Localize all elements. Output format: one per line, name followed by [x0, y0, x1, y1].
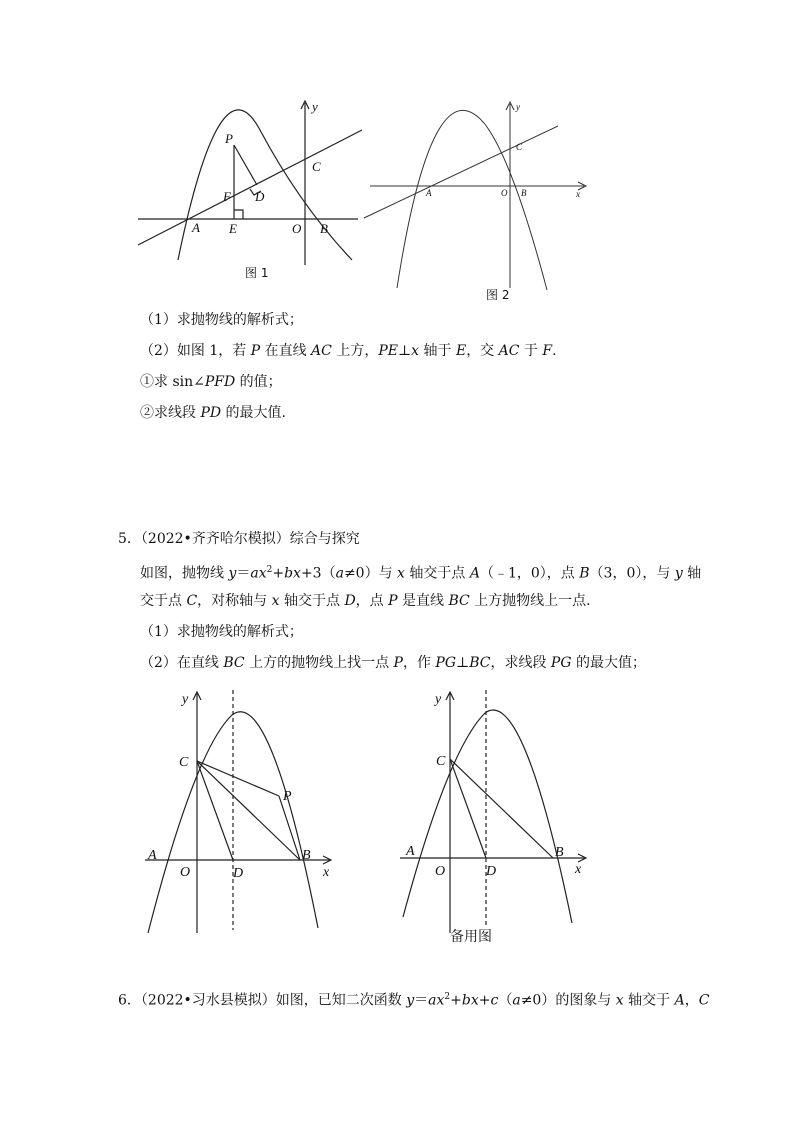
segment-cd	[197, 761, 233, 860]
label-p: P	[225, 131, 233, 146]
q4-part1: （1）求抛物线的解析式；	[140, 312, 303, 328]
label-e: E	[229, 221, 237, 236]
label-y: y	[516, 102, 520, 112]
parabola	[403, 710, 572, 923]
label-d: D	[255, 189, 265, 204]
figure-1-caption: 图 1	[245, 266, 269, 280]
label-c: C	[436, 754, 446, 769]
label-x: x	[576, 189, 580, 199]
figure-3-diagram	[140, 685, 340, 935]
label-o: O	[501, 188, 508, 198]
label-y: y	[182, 692, 189, 707]
q4-part2: （2）如图 1，若 P 在直线 AC 上方，PE⊥x 轴于 E，交 AC 于 F.	[140, 343, 557, 359]
segment-cp	[197, 761, 279, 796]
q5-line1: 如图，抛物线 $y=ax^2+bx+3(a\ne 0)$与 x 轴交于点 A（﹣1，0），点 B（3，0），与 y 轴	[140, 565, 702, 582]
q5-part2: （2）在直线 BC 上方的抛物线上找一点 P，作 PG⊥BC，求线段 PG 的最大值；	[140, 655, 646, 671]
label-a: A	[426, 188, 432, 198]
segment-cd	[450, 759, 486, 858]
label-x: x	[575, 862, 582, 877]
parabola	[148, 712, 318, 933]
label-b: B	[320, 221, 328, 236]
q5-part1: （1）求抛物线的解析式；	[140, 624, 303, 640]
label-c: C	[179, 755, 189, 770]
label-o: O	[435, 864, 446, 879]
label-c: C	[312, 159, 321, 174]
line-ac	[138, 130, 362, 245]
label-b: B	[555, 845, 564, 860]
label-a: A	[192, 220, 200, 235]
right-angle-e	[234, 210, 243, 219]
segment-pd	[234, 145, 257, 185]
label-b: B	[302, 848, 311, 863]
q4-sub2: ②求线段 PD 的最大值.	[140, 405, 287, 421]
line-ac	[364, 126, 558, 218]
label-b: B	[521, 188, 527, 198]
segment-cb	[450, 759, 553, 858]
label-d: D	[486, 864, 497, 879]
figure-3	[140, 685, 340, 935]
figure-4-caption: 备用图	[450, 929, 492, 945]
label-y: y	[435, 692, 442, 707]
parabola	[178, 110, 352, 260]
q6-line1: 6．（2022•习水县模拟）如图，已知二次函数 $y=ax^2+bx+c(a\ne 0)$的图象与 x 轴交于 A，C	[118, 992, 710, 1009]
label-o: O	[180, 865, 191, 880]
q5-header: 5．（2022•齐齐哈尔模拟）综合与探究	[118, 531, 360, 547]
label-f: F	[223, 189, 231, 204]
label-c: C	[516, 142, 523, 152]
label-p: P	[283, 789, 292, 804]
label-o: O	[292, 221, 302, 236]
label-d: D	[233, 866, 244, 881]
q5-line2: 交于点 C，对称轴与 x 轴交于点 D，点 P 是直线 BC 上方抛物线上一点.	[140, 593, 591, 609]
segment-cb	[197, 761, 300, 860]
parabola	[397, 110, 547, 290]
label-x: x	[323, 865, 330, 880]
figure-2	[362, 98, 592, 293]
figure-2-diagram	[362, 98, 592, 293]
figure-2-caption: 图 2	[486, 288, 510, 302]
label-a: A	[148, 848, 157, 863]
q4-sub1: ①求 sin∠PFD 的值；	[140, 374, 282, 390]
figure-4-diagram	[395, 685, 595, 935]
figure-4	[395, 685, 595, 935]
label-a: A	[406, 844, 415, 859]
figure-1-diagram	[130, 95, 365, 275]
figure-1	[130, 95, 365, 275]
label-y: y	[312, 99, 318, 114]
